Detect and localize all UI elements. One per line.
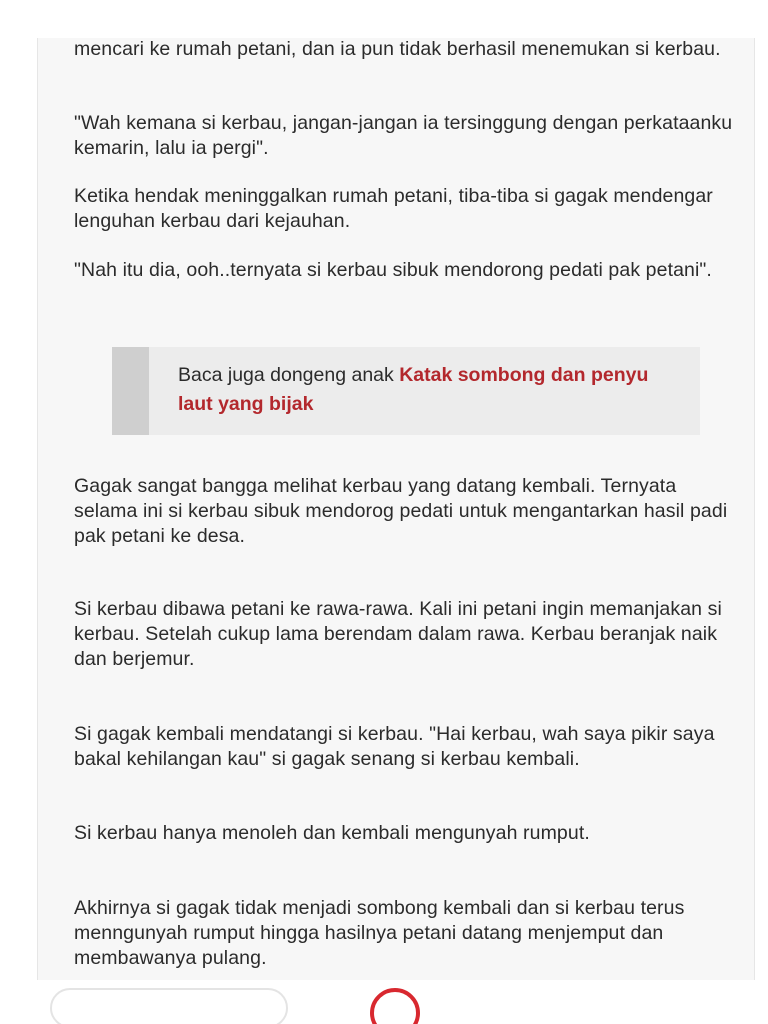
paragraph: "Nah itu dia, ooh..ternyata si kerbau sibuk mendorong pedati pak petani". (74, 259, 712, 281)
paragraph: Ketika hendak meninggalkan rumah petani, tiba-tiba si gagak mendengar lenguhan kerbau dari kejauhan. (74, 185, 713, 232)
paragraph: mencari ke rumah petani, dan ia pun tidak berhasil menemukan si kerbau. (74, 38, 721, 60)
callout-accent-bar (112, 347, 149, 435)
bottom-action-bar (0, 980, 768, 1024)
paragraph: Akhirnya si gagak tidak menjadi sombong kembali dan si kerbau terus menngunyah rumput hingga hasilnya petani datang menjemput dan membawanya pulang. (74, 897, 685, 969)
paragraph: Gagak sangat bangga melihat kerbau yang datang kembali. Ternyata selama ini si kerbau sibuk mendorog pedati untuk mengantarkan hasil padi pak petani ke desa. (74, 475, 728, 547)
read-also-callout (112, 347, 700, 435)
callout-text (178, 361, 678, 419)
paragraph: Si kerbau hanya menoleh dan kembali mengunyah rumput. (74, 822, 590, 844)
paragraph: Si kerbau dibawa petani ke rawa-rawa. Kali ini petani ingin memanjakan si kerbau. Setelah cukup lama berendam dalam rawa. Kerbau beranjak naik dan berjemur. (74, 598, 722, 670)
related-story-link[interactable]: Katak sombong dan penyu laut yang bijak (178, 364, 649, 415)
comment-input-pill[interactable] (50, 988, 288, 1024)
paragraph: Si gagak kembali mendatangi si kerbau. "Hai kerbau, wah saya pikir saya bakal kehilangan kau" si gagak senang si kerbau kembali. (74, 723, 715, 770)
callout-prefix: Baca juga dongeng anak (178, 364, 400, 386)
article-content (37, 38, 755, 980)
paragraph: "Wah kemana si kerbau, jangan-jangan ia tersinggung dengan perkataanku kemarin, lalu ia pergi". (74, 112, 733, 159)
floating-action-button[interactable] (370, 988, 420, 1024)
